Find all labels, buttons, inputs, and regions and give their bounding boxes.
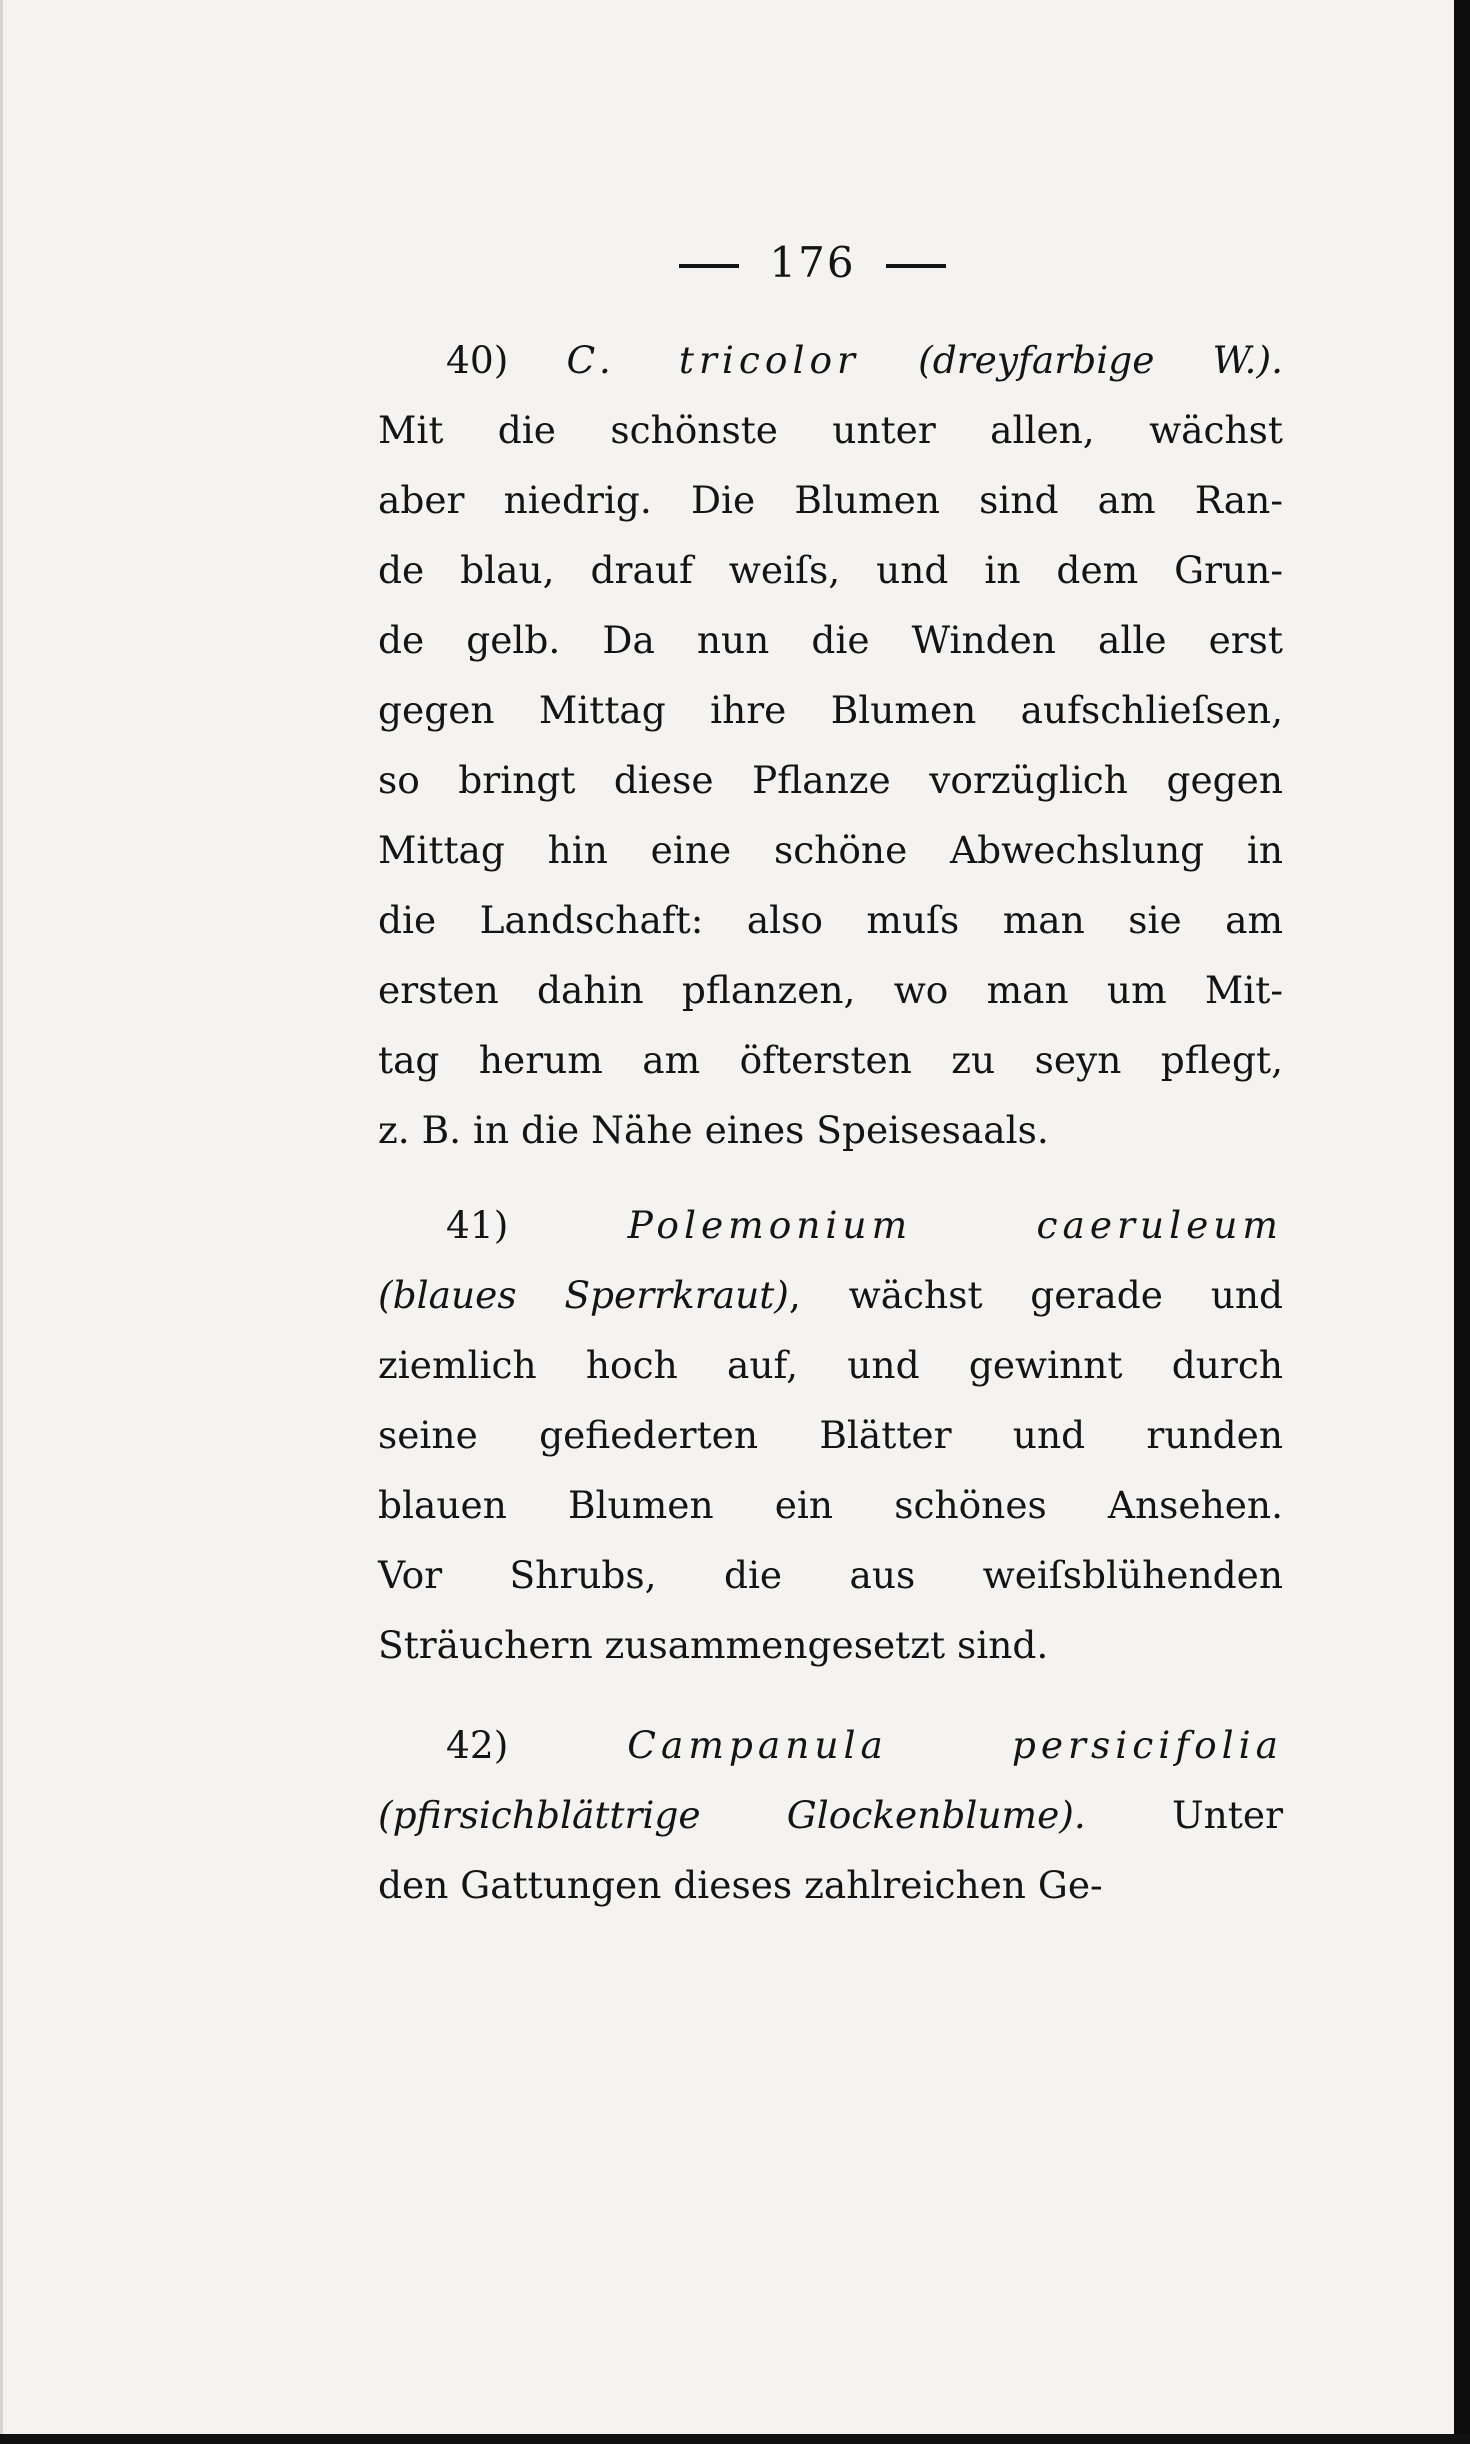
text-run: Sträuchern zusammengesetzt sind.	[378, 1623, 1049, 1667]
paragraph-42	[378, 1710, 1283, 1920]
text-run: Mittag hin eine schöne Abwechslung in	[378, 828, 1283, 872]
italic-run: (pfirsichblättrige Glockenblume).	[378, 1793, 1086, 1837]
text-run: so bringt diese Pflanze vorzüglich gegen	[378, 758, 1283, 802]
text-run: aber niedrig. Die Blumen sind am Ran-	[378, 478, 1283, 522]
text-run: Mit die schönste unter allen, wächst	[378, 408, 1283, 452]
text-run: z. B. in die Nähe eines Speisesaals.	[378, 1108, 1049, 1152]
text-run: 42)	[446, 1723, 628, 1767]
text-line	[378, 1710, 1283, 1780]
text-line	[378, 1260, 1283, 1330]
text-line	[378, 815, 1283, 885]
text-run: seine gefiederten Blätter und runden	[378, 1413, 1283, 1457]
header-dash-right	[886, 264, 946, 268]
text-run: de blau, drauf weiſs, und in dem Grun-	[378, 548, 1283, 592]
text-run	[860, 338, 918, 382]
text-line	[378, 1025, 1283, 1095]
text-line	[378, 1540, 1283, 1610]
text-line	[378, 1190, 1283, 1260]
text-run: de gelb. Da nun die Winden alle erst	[378, 618, 1283, 662]
page-number: 176	[769, 238, 856, 287]
text-line	[378, 1330, 1283, 1400]
text-run: Unter	[1085, 1793, 1283, 1837]
italic-run: Polemonium caeruleum	[627, 1203, 1283, 1247]
text-line	[378, 1400, 1283, 1470]
text-line	[378, 465, 1283, 535]
text-run: , wächst gerade und	[788, 1273, 1283, 1317]
page-edge-right	[1454, 0, 1470, 2444]
text-line	[378, 675, 1283, 745]
text-line	[378, 1610, 1283, 1680]
text-line	[378, 1780, 1283, 1850]
text-run: 41)	[446, 1203, 628, 1247]
text-line	[378, 1850, 1283, 1920]
text-line	[378, 605, 1283, 675]
text-run: ziemlich hoch auf, und gewinnt durch	[378, 1343, 1283, 1387]
text-line	[378, 535, 1283, 605]
text-run: ersten dahin pflanzen, wo man um Mit-	[378, 968, 1283, 1012]
text-line	[378, 955, 1283, 1025]
text-run: blauen Blumen ein schönes Ansehen.	[378, 1483, 1283, 1527]
text-line	[378, 745, 1283, 815]
italic-run: C. tricolor	[566, 338, 860, 382]
paragraph-41	[378, 1190, 1283, 1680]
paragraph-40	[378, 325, 1283, 1165]
italic-run: (blaues Sperrkraut)	[378, 1273, 789, 1317]
text-run: tag herum am öftersten zu seyn pflegt,	[378, 1038, 1283, 1082]
text-run: die Landschaft: also muſs man sie am	[378, 898, 1283, 942]
header-dash-left	[679, 264, 739, 268]
text-line	[378, 325, 1283, 395]
page-header	[360, 238, 1265, 287]
text-run: Vor Shrubs, die aus weiſsblühenden	[378, 1553, 1283, 1597]
text-line	[378, 395, 1283, 465]
page-content	[360, 0, 1283, 2444]
text-run: gegen Mittag ihre Blumen aufschlieſsen,	[378, 688, 1283, 732]
text-run: 40)	[446, 338, 567, 382]
italic-run: Campanula persicifolia	[627, 1723, 1283, 1767]
italic-run: (dreyfarbige W.).	[918, 338, 1283, 382]
text-line	[378, 1470, 1283, 1540]
text-line	[378, 1095, 1283, 1165]
text-run: den Gattungen dieses zahlreichen Ge-	[378, 1863, 1103, 1907]
text-line	[378, 885, 1283, 955]
page-edge-left	[0, 0, 3, 2444]
